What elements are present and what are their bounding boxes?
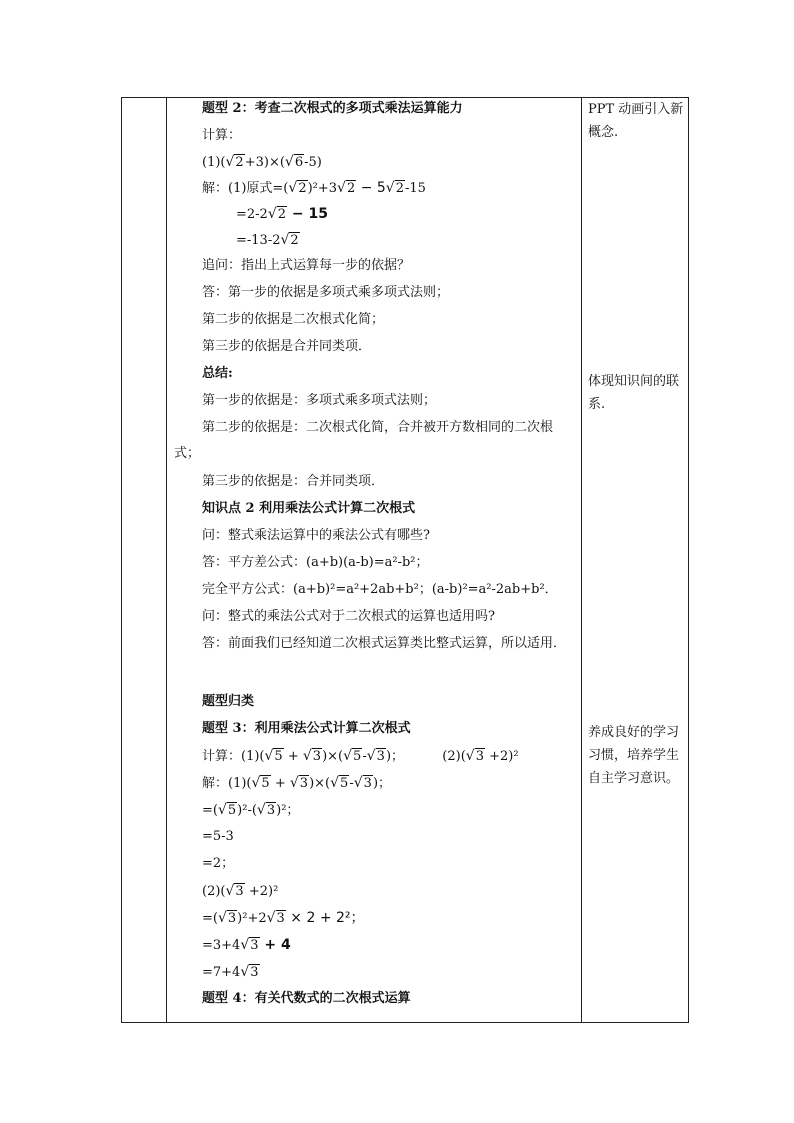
type2-problem: (1)(√2+3)×(√6-5) [202,154,322,170]
type3-solution-line2: =(√5)²-(√3)²； [202,802,300,818]
type2-heading: 题型 2：考查二次根式的多项式乘法运算能力 [202,101,463,116]
summary-heading: 总结: [202,366,233,381]
type2-solution-line2: =2-2√2 − 15 [236,206,328,222]
type-category-heading: 题型归类 [202,694,255,709]
summary-line: 第一步的依据是：多项式乘多项式法则； [202,393,437,408]
answer-line: 第三步的依据是合并同类项． [202,339,372,354]
answer-line: 答：平方差公式：(a+b)(a-b)=a²-b²； [202,555,429,570]
type4-heading: 题型 4：有关代数式的二次根式运算 [202,991,411,1006]
answer-line: 答：第一步的依据是多项式乘多项式法则； [202,285,450,300]
type3-solution-line5: (2)(√3 +2)² [202,883,279,899]
column-divider [166,98,167,1022]
type3-solution-line4: =2； [202,856,235,871]
answer-line: 第二步的依据是二次根式化简； [202,312,385,327]
side-note: PPT 动画引入新概念. [588,102,684,140]
summary-line: 第二步的依据是：二次根式化简，合并被开方数相同的二次根式； [174,420,554,461]
side-note: 养成良好的学习习惯，培养学生自主学习意识。 [588,725,680,786]
lesson-table [121,97,689,1023]
answer-line: 完全平方公式：(a+b)²=a²+2ab+b²；(a-b)²=a²-2ab+b²． [202,582,558,597]
summary-line: 第三步的依据是：合并同类项． [202,474,385,489]
type2-solution-line1: 解：(1)原式=(√2)²+3√2 − 5√2-15 [202,180,426,196]
type3-solution-line1: 解：(1)(√5 + √3)×(√5-√3)； [202,775,392,791]
type3-solution-line8: =7+4√3 [202,964,259,980]
question-line: 问：整式乘法运算中的乘法公式有哪些? [202,528,430,543]
type3-solution-line6: =(√3)²+2√3 × 2 + 2²； [202,910,365,926]
type3-solution-line7: =3+4√3 + 4 [202,937,291,953]
type3-solution-line3: =5-3 [202,829,234,844]
question-line: 问：整式的乘法公式对于二次根式的运算也适用吗? [202,609,495,624]
side-note: 体现知识间的联系. [588,374,680,412]
answer-line: 答：前面我们已经知道二次根式运算类比整式运算，所以适用． [202,636,567,651]
calc-label: 计算： [202,128,242,143]
column-divider [581,98,582,1022]
follow-up-question: 追问：指出上式运算每一步的依据？ [202,258,411,273]
type3-problem: 计算：(1)(√5 + √3)×(√5-√3)； (2)(√3 +2)² [202,748,519,764]
knowledge-point-heading: 知识点 2 利用乘法公式计算二次根式 [202,501,416,516]
type2-solution-line3: =-13-2√2 [236,232,299,248]
type3-heading: 题型 3：利用乘法公式计算二次根式 [202,721,411,736]
